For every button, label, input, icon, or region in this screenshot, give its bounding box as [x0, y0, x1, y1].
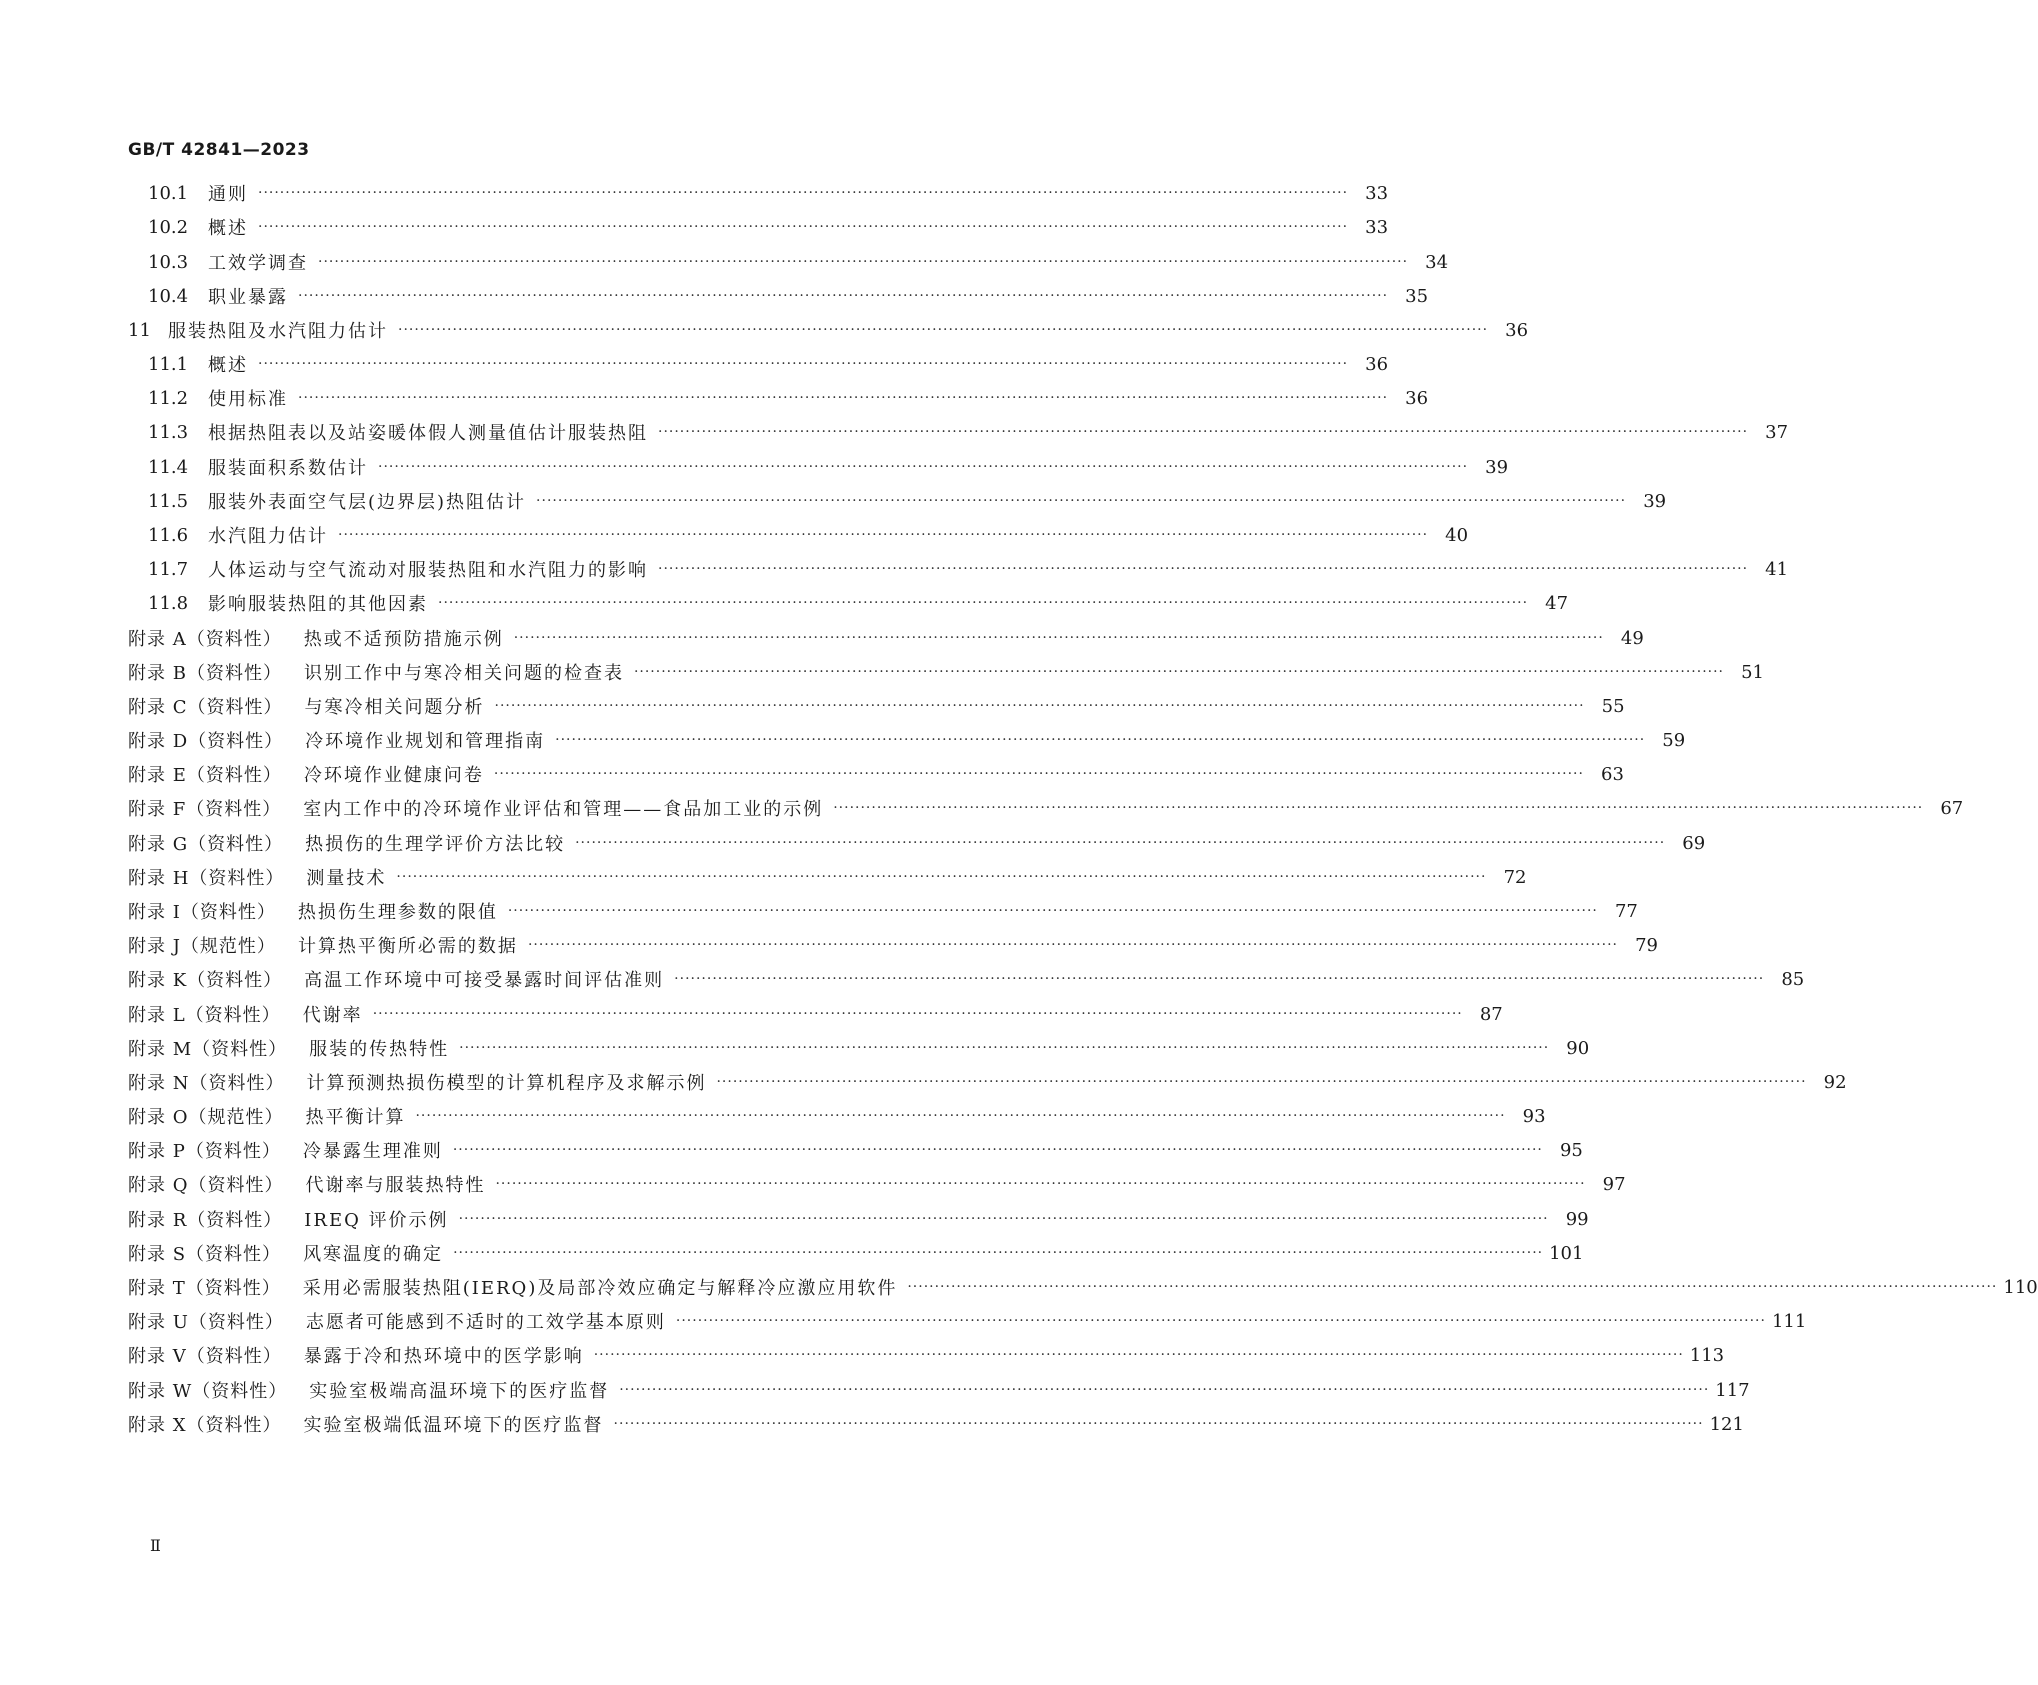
toc-entry[interactable]	[0, 315, 1529, 345]
toc-entry-page: 101	[1549, 1242, 1584, 1264]
dot-leader: ········································································································································································································	[833, 800, 1924, 816]
dot-leader: ········································································································································································································	[258, 219, 1349, 235]
dot-leader: ········································································································································································································	[675, 1313, 1766, 1329]
dot-leader: ········································································································································································································	[536, 493, 1627, 509]
toc-entry-number: 附录 B（资料性）	[128, 663, 282, 684]
toc-entry-number: 附录 M（资料性）	[128, 1039, 288, 1060]
toc-entry-page: 49	[1620, 627, 1644, 649]
toc-entry-title: 计算预测热损伤模型的计算机程序及求解示例	[306, 1073, 707, 1094]
toc-entry[interactable]	[0, 930, 1658, 960]
toc-entry-title: 概述	[208, 355, 248, 376]
toc-entry-title: 高温工作环境中可接受暴露时间评估准则	[304, 970, 665, 991]
toc-entry-page: 40	[1445, 524, 1469, 546]
dot-leader: ········································································································································································································	[415, 1108, 1506, 1124]
toc-entry-title: 与寒冷相关问题分析	[304, 697, 485, 718]
dot-leader: ········································································································································································································	[593, 1347, 1684, 1363]
dot-leader: ········································································································································································································	[372, 1006, 1463, 1022]
toc-entry[interactable]	[0, 793, 1964, 823]
toc-entry-number: 附录 O（规范性）	[128, 1107, 284, 1128]
toc-entry[interactable]	[0, 862, 1527, 892]
toc-entry-number: 附录 N（资料性）	[128, 1073, 285, 1094]
toc-entry-number: 11.2	[148, 387, 189, 409]
toc-entry[interactable]	[0, 1033, 1590, 1063]
toc-entry-number: 附录 G（资料性）	[128, 834, 284, 855]
toc-entry[interactable]	[0, 896, 1638, 926]
toc-entry[interactable]	[0, 623, 1644, 653]
toc-entry-title: 室内工作中的冷环境作业评估和管理——食品加工业的示例	[303, 799, 824, 820]
toc-entry-number: 附录 F（资料性）	[128, 799, 282, 820]
toc-entry-number: 附录 P（资料性）	[128, 1141, 281, 1162]
toc-entry[interactable]	[0, 1272, 2038, 1302]
toc-entry-number: 附录 A（资料性）	[128, 629, 282, 650]
toc-entry[interactable]	[0, 417, 1789, 447]
toc-entry-page: 95	[1559, 1139, 1583, 1161]
toc-entry-page: 117	[1715, 1379, 1750, 1401]
toc-entry[interactable]	[0, 247, 1449, 277]
toc-entry-title: 冷环境作业规划和管理指南	[305, 731, 546, 752]
toc-entry[interactable]	[0, 1067, 1847, 1097]
toc-entry-page: 41	[1765, 558, 1789, 580]
toc-entry-number: 10.3	[148, 251, 189, 273]
toc-entry[interactable]	[0, 1135, 1583, 1165]
toc-entry[interactable]	[0, 691, 1625, 721]
toc-entry-page: 33	[1365, 216, 1389, 238]
dot-leader: ········································································································································································································	[658, 424, 1749, 440]
toc-entry-title: 职业暴露	[208, 287, 288, 308]
dot-leader: ········································································································································································································	[674, 971, 1765, 987]
toc-entry-page: 121	[1709, 1413, 1744, 1435]
dot-leader: ········································································································································································································	[459, 1040, 1550, 1056]
dot-leader: ········································································································································································································	[396, 869, 1487, 885]
toc-entry-page: 77	[1614, 900, 1638, 922]
toc-entry-page: 99	[1565, 1208, 1589, 1230]
toc-entry-page: 63	[1601, 763, 1624, 785]
dot-leader: ········································································································································································································	[613, 1416, 1704, 1432]
toc-entry-title: 代谢率	[302, 1005, 363, 1026]
toc-entry[interactable]	[0, 554, 1789, 584]
toc-entry-page: 55	[1601, 695, 1625, 717]
toc-entry[interactable]	[0, 520, 1469, 550]
toc-entry-title: 热平衡计算	[305, 1107, 406, 1128]
dot-leader: ········································································································································································································	[493, 766, 1584, 782]
toc-entry-number: 附录 C（资料性）	[128, 697, 283, 718]
toc-entry-page: 110	[2003, 1276, 2038, 1298]
toc-entry-title: 代谢率与服装热特性	[305, 1175, 486, 1196]
toc-entry-number: 附录 R（资料性）	[128, 1210, 283, 1231]
dot-leader: ········································································································································································································	[527, 937, 1618, 953]
toc-entry-title: 暴露于冷和热环境中的医学影响	[303, 1346, 584, 1367]
toc-entry-number: 11.6	[148, 524, 189, 546]
toc-entry-number: 11.7	[148, 558, 189, 580]
toc-entry-title: 实验室极端高温环境下的医疗监督	[309, 1381, 610, 1402]
toc-entry-title: 服装外表面空气层(边界层)热阻估计	[208, 492, 527, 513]
toc-entry-page: 85	[1781, 968, 1805, 990]
dot-leader: ········································································································································································································	[495, 1176, 1586, 1192]
toc-entry-page: 113	[1689, 1344, 1725, 1366]
toc-entry[interactable]	[0, 1101, 1546, 1131]
toc-entry-title: 热损伤的生理学评价方法比较	[305, 834, 566, 855]
toc-entry-title: 识别工作中与寒冷相关问题的检查表	[303, 663, 624, 684]
toc-entry-title: 实验室极端低温环境下的医疗监督	[303, 1415, 604, 1436]
toc-entry-number: 附录 T（资料性）	[128, 1278, 281, 1299]
toc-entry-number: 11.3	[148, 421, 189, 443]
toc-entry-title: 冷暴露生理准则	[302, 1141, 443, 1162]
toc-entry-number: 附录 U（资料性）	[128, 1312, 284, 1333]
toc-entry[interactable]	[0, 452, 1509, 482]
toc-entry[interactable]	[0, 212, 1389, 242]
toc-entry-number: 11.1	[148, 353, 189, 375]
toc-entry-title: 服装的传热特性	[309, 1039, 450, 1060]
toc-entry-title: 热或不适预防措施示例	[303, 629, 504, 650]
toc-entry-page: 35	[1405, 285, 1429, 307]
toc-entry[interactable]	[0, 1204, 1589, 1234]
toc-entry-number: 附录 X（资料性）	[128, 1415, 282, 1436]
toc-entry[interactable]	[0, 349, 1389, 379]
toc-entry[interactable]	[0, 178, 1389, 208]
toc-entry-page: 92	[1823, 1071, 1847, 1093]
toc-entry-page: 87	[1479, 1003, 1503, 1025]
toc-entry-number: 附录 V（资料性）	[128, 1346, 282, 1367]
dot-leader: ········································································································································································································	[453, 1245, 1544, 1261]
toc-entry[interactable]	[0, 964, 1805, 994]
toc-entry-number: 附录 E（资料性）	[128, 765, 282, 786]
dot-leader: ········································································································································································································	[338, 527, 1429, 543]
toc-entry-page: 93	[1522, 1105, 1546, 1127]
toc-entry-page: 37	[1765, 421, 1789, 443]
toc-entry-number: 附录 J（规范性）	[128, 936, 276, 957]
toc-entry-title: 志愿者可能感到不适时的工效学基本原则	[305, 1312, 666, 1333]
dot-leader: ········································································································································································································	[318, 254, 1409, 270]
toc-entry-page: 34	[1425, 251, 1449, 273]
dot-leader: ········································································································································································································	[298, 288, 1389, 304]
toc-entry-title: IREQ 评价示例	[304, 1210, 449, 1231]
toc-entry-number: 附录 I（资料性）	[128, 902, 276, 923]
toc-entry-number: 11.5	[148, 490, 189, 512]
toc-entry-title: 计算热平衡所必需的数据	[297, 936, 518, 957]
dot-leader: ········································································································································································································	[907, 1279, 1998, 1295]
dot-leader: ········································································································································································································	[555, 732, 1646, 748]
toc-entry-page: 72	[1503, 866, 1527, 888]
toc-entry-title: 通则	[208, 184, 248, 205]
dot-leader: ········································································································································································································	[258, 356, 1349, 372]
toc-entry-title: 采用必需服装热阻(IERQ)及局部冷效应确定与解释冷应激应用软件	[302, 1278, 898, 1299]
toc-entry-number: 附录 D（资料性）	[128, 731, 284, 752]
toc-entry-title: 影响服装热阻的其他因素	[208, 594, 428, 615]
toc-entry[interactable]	[0, 281, 1429, 311]
toc-entry[interactable]	[0, 1409, 1744, 1439]
toc-entry-page: 47	[1545, 592, 1569, 614]
toc-entry[interactable]	[0, 486, 1667, 516]
dot-leader: ········································································································································································································	[378, 459, 1469, 475]
toc-entry-number: 附录 K（资料性）	[128, 970, 283, 991]
dot-leader: ········································································································································································································	[658, 561, 1749, 577]
dot-leader: ········································································································································································································	[633, 664, 1724, 680]
toc-entry-page: 69	[1682, 832, 1706, 854]
toc-entry-title: 冷环境作业健康问卷	[303, 765, 484, 786]
toc-entry-title: 风寒温度的确定	[303, 1244, 444, 1265]
dot-leader: ········································································································································································································	[458, 1211, 1549, 1227]
toc-entry-number: 附录 Q（资料性）	[128, 1175, 284, 1196]
toc-entry-title: 服装热阻及水汽阻力估计	[168, 321, 388, 342]
toc-entry-number: 10.1	[148, 182, 189, 204]
toc-entry-page: 79	[1635, 934, 1658, 956]
toc-entry-number: 附录 W（资料性）	[128, 1381, 288, 1402]
toc-entry-page: 59	[1662, 729, 1686, 751]
toc-entry-number: 11	[128, 319, 151, 341]
toc-entry-page: 33	[1365, 182, 1389, 204]
toc-entry-number: 附录 S（资料性）	[128, 1244, 282, 1265]
toc-entry[interactable]	[0, 1169, 1626, 1199]
toc-entry-title: 服装面积系数估计	[208, 458, 368, 479]
toc-entry[interactable]	[0, 1306, 1807, 1336]
toc-entry-page: 36	[1405, 387, 1429, 409]
toc-entry-number: 附录 H（资料性）	[128, 868, 285, 889]
toc-entry[interactable]	[0, 588, 1569, 618]
page-number: Ⅱ	[150, 1536, 161, 1555]
toc-entry-number: 10.2	[148, 216, 189, 238]
toc-entry-number: 附录 L（资料性）	[128, 1005, 281, 1026]
toc-entry-page: 51	[1741, 661, 1764, 683]
dot-leader: ········································································································································································································	[575, 835, 1666, 851]
toc-entry-page: 111	[1771, 1310, 1807, 1332]
toc-entry-page: 39	[1485, 456, 1509, 478]
toc-entry-page: 90	[1566, 1037, 1590, 1059]
toc-entry-title: 热损伤生理参数的限值	[297, 902, 498, 923]
toc-entry[interactable]	[0, 828, 1706, 858]
toc-entry[interactable]	[0, 1375, 1750, 1405]
toc-entry[interactable]	[0, 657, 1764, 687]
toc-entry[interactable]	[0, 725, 1686, 755]
toc-entry-number: 10.4	[148, 285, 189, 307]
dot-leader: ········································································································································································································	[258, 185, 1349, 201]
toc-entry[interactable]	[0, 1238, 1584, 1268]
toc-entry[interactable]	[0, 759, 1624, 789]
toc-entry-title: 水汽阻力估计	[208, 526, 328, 547]
toc-entry-title: 概述	[208, 218, 248, 239]
toc-entry[interactable]	[0, 1340, 1725, 1370]
toc-entry-title: 使用标准	[208, 389, 288, 410]
toc-entry-title: 根据热阻表以及站姿暖体假人测量值估计服装热阻	[208, 423, 648, 444]
dot-leader: ········································································································································································································	[494, 698, 1585, 714]
dot-leader: ········································································································································································································	[398, 322, 1489, 338]
dot-leader: ········································································································································································································	[452, 1142, 1543, 1158]
toc-entry-page: 36	[1365, 353, 1389, 375]
toc-entry-title: 工效学调查	[208, 253, 308, 274]
toc-entry-page: 36	[1505, 319, 1529, 341]
toc-entry-page: 97	[1602, 1173, 1626, 1195]
toc-entry-title: 人体运动与空气流动对服装热阻和水汽阻力的影响	[208, 560, 648, 581]
dot-leader: ········································································································································································································	[507, 903, 1598, 919]
toc-entry-number: 11.4	[148, 456, 189, 478]
toc-entry-page: 67	[1940, 797, 1964, 819]
dot-leader: ········································································································································································································	[438, 595, 1529, 611]
toc-entry-title: 测量技术	[306, 868, 387, 889]
dot-leader: ········································································································································································································	[298, 390, 1389, 406]
toc-entry-page: 39	[1643, 490, 1667, 512]
dot-leader: ········································································································································································································	[619, 1382, 1710, 1398]
toc-entry[interactable]	[0, 383, 1429, 413]
standard-code: GB/T 42841—2023	[128, 140, 310, 160]
toc-entry-number: 11.8	[148, 592, 189, 614]
dot-leader: ········································································································································································································	[716, 1074, 1807, 1090]
toc-entry[interactable]	[0, 999, 1503, 1029]
dot-leader: ········································································································································································································	[513, 630, 1604, 646]
